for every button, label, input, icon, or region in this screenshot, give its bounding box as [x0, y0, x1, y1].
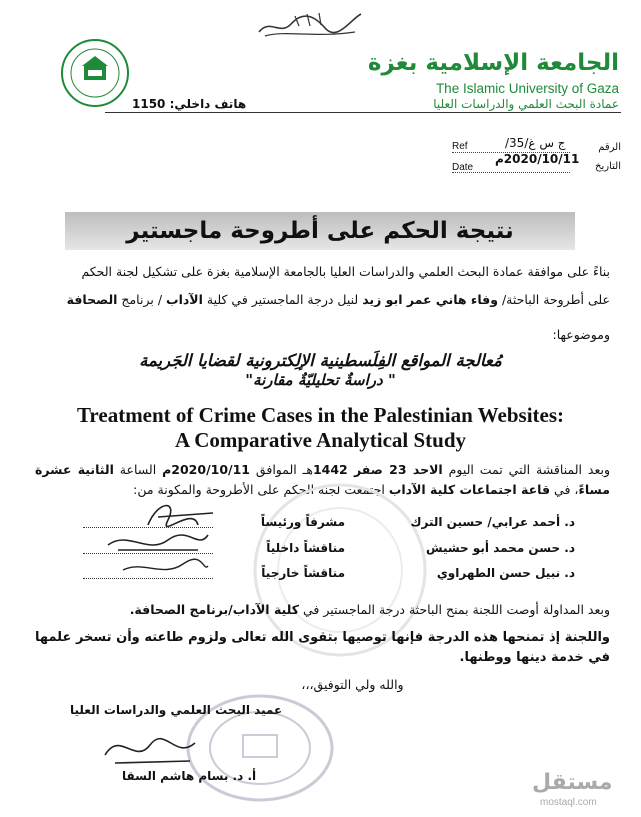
university-name-en: The Islamic University of Gaza: [435, 81, 619, 96]
signature-3-icon: [48, 552, 218, 582]
topic-label: وموضوعها:: [552, 327, 610, 342]
thesis-title-ar: مُعالجة المواقع الفِلَسطينية الإلِكترونية لقضايا الجَريمة: [139, 351, 502, 370]
committee-member-2: د. حسن محمد أبو حشيش مناقشاً داخلياً: [55, 541, 575, 563]
ref-value: ج س غ/35/: [505, 136, 566, 150]
university-seal-icon: [60, 38, 130, 108]
date-label-ar: التاريخ: [595, 161, 621, 172]
signer-title: عميد البحث العلمي والدراسات العليا: [70, 703, 283, 717]
ref-label-ar: الرقم: [598, 142, 621, 153]
university-name-ar: الجامعة الإسلامية بغزة: [367, 50, 619, 76]
dean-signature-icon: [95, 725, 205, 770]
date-value: 2020/10/11م: [495, 152, 580, 166]
thesis-subtitle-en: A Comparative Analytical Study: [174, 428, 467, 452]
internal-phone: هاتف داخلي: 1150: [132, 97, 247, 111]
committee-member-3: د. نبيل حسن الطهراوي مناقشاً خارجياً: [55, 566, 575, 588]
student-name: وفاء هاني عمر ابو زيد: [362, 292, 498, 307]
mostaql-watermark-url: mostaql.com: [540, 797, 597, 808]
program-name: الصحافة: [66, 292, 118, 307]
closing-phrase: والله ولي التوفيق،،،: [301, 677, 404, 692]
committee-member-1: د. أحمد عرابي/ حسين الترك مشرفاً ورئيساً: [55, 515, 575, 537]
date-label-en: Date: [452, 162, 474, 173]
intro-line-2: على أطروحة الباحثة/ وفاء هاني عمر ابو زيد لنيل درجة الماجستير في كلية الآداب / برنامج الصحافة: [66, 292, 610, 307]
defense-paragraph: وبعد المناقشة التي تمت اليوم الاحد 23 صفر 1442هـ الموافق 2020/10/11م الساعة الثانية عشرة مساءً، في قاعة اجتماعات كلية الآداب اجتمعت لجنة الحكم على الأطروحة والمكونة من:: [35, 462, 610, 497]
bismillah-calligraphy: [255, 8, 365, 42]
recommendation: واللجنة إذ تمنحها هذه الدرجة فإنها توصيها بتقوى الله تعالى ولزوم طاعته وأن تسخر علمها في خدمة دينها ووطنها.: [35, 630, 610, 665]
decision-line: وبعد المداولة أوصت اللجنة بمنح الباحثة درجة الماجستير في كلية الآداب/برنامج الصحافة.: [129, 602, 610, 617]
thesis-subtitle-ar: " دراسةٌ تحليليّةٌ مقارنة": [245, 371, 396, 389]
date-dotted-line: [452, 172, 570, 173]
thesis-title-en: Treatment of Crime Cases in the Palestinian Websites:: [76, 403, 565, 427]
faculty-name: الآداب: [166, 292, 203, 307]
ref-label-en: Ref: [452, 141, 468, 152]
deanship-name: عمادة البحث العلمي والدراسات العليا: [433, 97, 619, 111]
document-title: نتيجة الحكم على أطروحة ماجستير: [65, 212, 575, 250]
header-divider: [105, 112, 621, 113]
mostaql-watermark: مستقل: [532, 770, 613, 795]
signer-name: أ. د. بسام هاشم السقا: [122, 769, 257, 783]
intro-line-1: بناءً على موافقة عمادة البحث العلمي والدراسات العليا بالجامعة الإسلامية بغزة على تشكيل لجنة الحكم: [81, 264, 610, 279]
